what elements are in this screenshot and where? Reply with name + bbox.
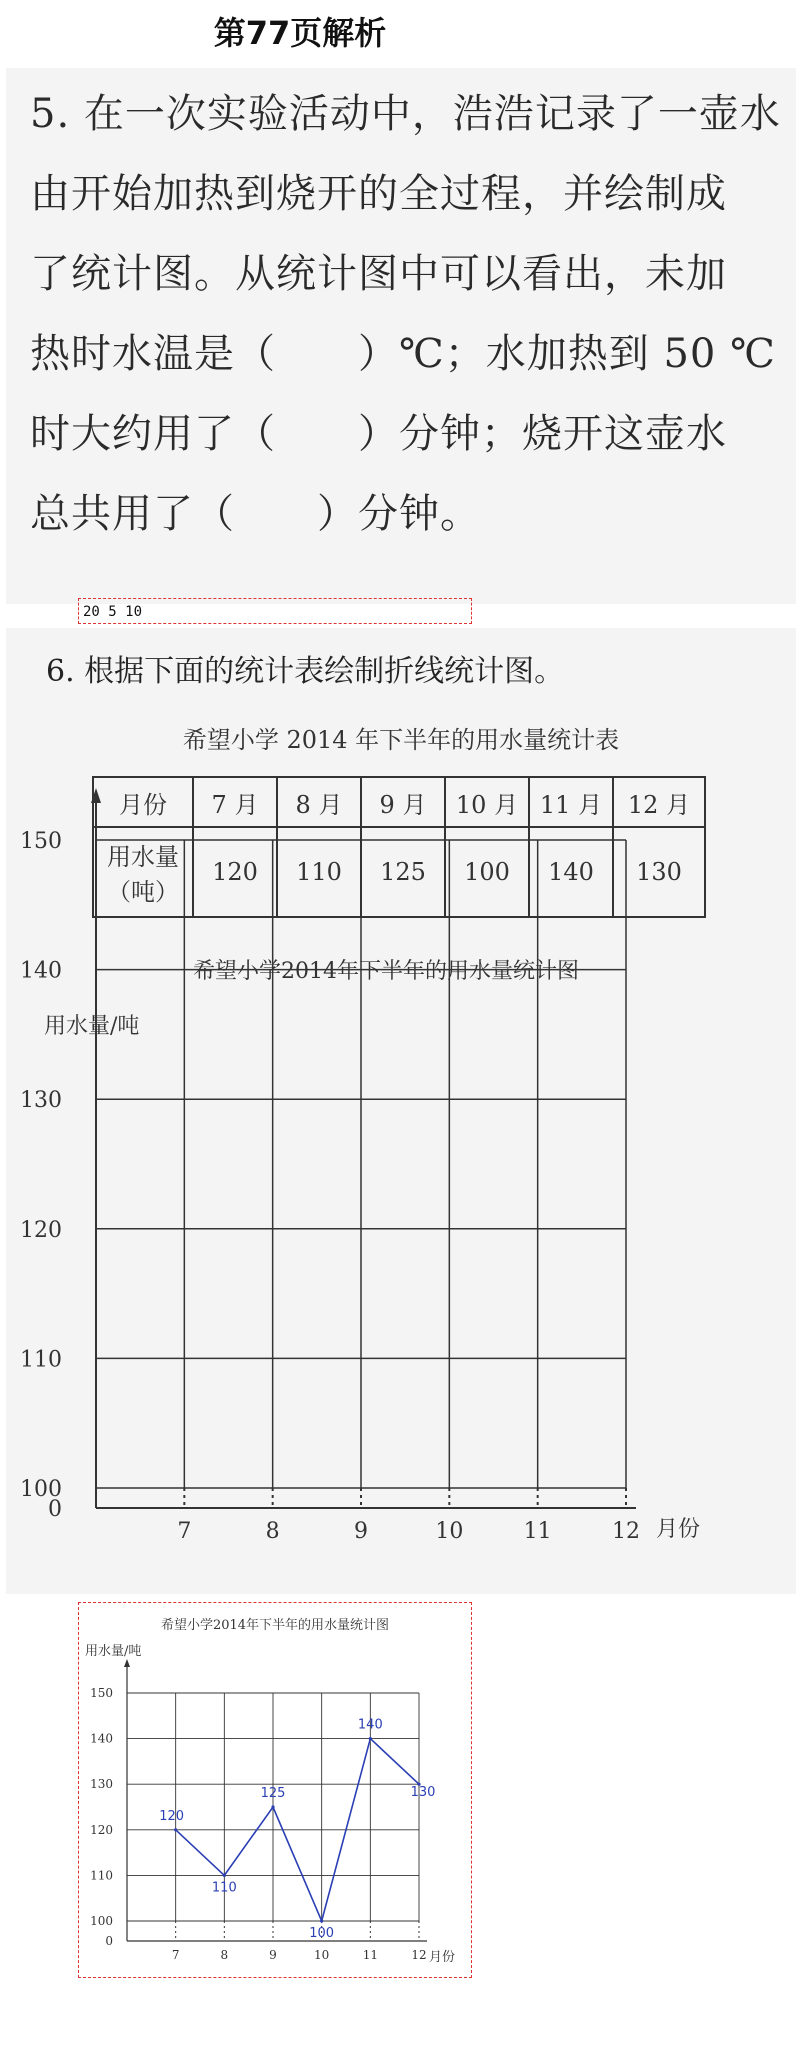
blank-ytick-label: 120	[20, 1217, 62, 1243]
table-value: 100	[445, 827, 529, 917]
usage-unit: （吨）	[107, 878, 179, 906]
blank-chart	[6, 628, 796, 1594]
answer-5-box: 20 5 10	[78, 598, 472, 624]
blank-xtick-label: 12	[612, 1519, 640, 1544]
answer-data-label: 100	[309, 1926, 335, 1941]
q5-line-5: 时大约用了（ ）分钟；烧开这壶水	[30, 411, 727, 457]
table-value: 140	[529, 827, 613, 917]
blank-ytick-label: 150	[20, 829, 62, 854]
usage-label: 用水量	[107, 843, 179, 871]
answer-data-point	[174, 1828, 177, 1831]
table-value: 125	[361, 827, 445, 917]
answer-ytick-label: 130	[90, 1777, 113, 1792]
answer-chart-ylabel: 用水量/吨	[85, 1644, 142, 1659]
blank-xtick-label: 8	[265, 1519, 280, 1544]
blank-ytick-label: 100	[20, 1477, 62, 1502]
answer-data-label: 120	[159, 1808, 185, 1824]
blank-xtick-label: 10	[435, 1519, 464, 1544]
answer-chart-series	[159, 1718, 435, 1941]
answer-data-point	[223, 1874, 226, 1877]
blank-xtick-label: 11	[523, 1519, 552, 1544]
q5-line-1: 5. 在一次实验活动中，浩浩记录了一壶水	[30, 91, 781, 137]
answer-data-label: 140	[357, 1717, 383, 1733]
answer-data-point	[369, 1737, 372, 1740]
question-5-scan	[6, 68, 796, 604]
question-6-scan	[6, 628, 796, 1594]
q6-prompt: 6. 根据下面的统计表绘制折线统计图。	[46, 654, 565, 689]
q5-line-3: 了统计图。从统计图中可以看出，未加	[30, 251, 727, 297]
q5-line-4: 热时水温是（ ）℃；水加热到 50 ℃	[30, 331, 776, 377]
table-month: 7 月	[193, 777, 277, 827]
answer-y-arrow	[124, 1659, 130, 1667]
table-month: 8 月	[277, 777, 361, 827]
answer-xtick-label: 11	[362, 1948, 378, 1962]
blank-ytick-label: 140	[20, 958, 62, 984]
blank-xtick-label: 7	[177, 1519, 192, 1544]
blank-chart-xlabel: 月份	[656, 1517, 701, 1542]
table-value: 130	[613, 827, 705, 917]
answer-ytick-label: 140	[90, 1731, 113, 1746]
table-month: 10 月	[445, 777, 529, 827]
answer-data-label: 110	[211, 1880, 237, 1896]
answer-xtick-label: 9	[269, 1948, 277, 1962]
blank-chart-ylabel: 用水量/吨	[44, 1014, 140, 1039]
blank-ytick-label: 110	[20, 1347, 62, 1373]
answer-6-box	[78, 1602, 472, 1978]
table-month: 11 月	[529, 777, 613, 827]
answer-data-label: 130	[410, 1785, 436, 1801]
blank-chart-yticks	[20, 829, 62, 1522]
answer-data-point	[271, 1805, 274, 1808]
blank-chart-title: 希望小学2014年下半年的用水量统计图	[193, 959, 579, 984]
table-month: 9 月	[361, 777, 445, 827]
blank-xtick-label: 9	[354, 1519, 368, 1544]
table-month: 12 月	[613, 777, 705, 827]
blank-y-arrow	[91, 788, 101, 803]
answer-data-label: 125	[260, 1786, 286, 1801]
blank-chart-xticks	[177, 1519, 640, 1544]
table-value: 120	[193, 827, 277, 917]
table-value: 110	[277, 827, 361, 917]
table-header-month: 月份	[93, 777, 193, 827]
answer-xtick-label: 12	[411, 1948, 427, 1962]
answer-xtick-label: 7	[171, 1948, 180, 1962]
answer-ytick-label: 150	[90, 1686, 113, 1700]
answer-xtick-label: 10	[314, 1948, 330, 1962]
table-title: 希望小学 2014 年下半年的用水量统计表	[182, 726, 620, 754]
answer-ytick-label: 110	[90, 1868, 113, 1883]
blank-chart-grid	[91, 788, 636, 1508]
answer-chart-title: 希望小学2014年下半年的用水量统计图	[160, 1618, 390, 1633]
q5-line-2: 由开始加热到烧开的全过程，并绘制成	[30, 171, 727, 217]
answer-ytick-label: 120	[90, 1822, 113, 1837]
blank-ytick-label: 0	[48, 1497, 62, 1522]
answer-data-point	[320, 1919, 323, 1922]
answer-line-chart	[79, 1603, 471, 1977]
page-title: 第77页解析	[213, 14, 387, 52]
answer-chart-xlabel: 月份	[429, 1950, 456, 1965]
answer-xtick-label: 8	[220, 1948, 229, 1962]
q5-line-6: 总共用了（ ）分钟。	[30, 491, 481, 537]
blank-ytick-label: 130	[20, 1088, 62, 1114]
answer-ytick-label: 0	[105, 1934, 113, 1948]
answer-ytick-label: 100	[90, 1914, 113, 1928]
